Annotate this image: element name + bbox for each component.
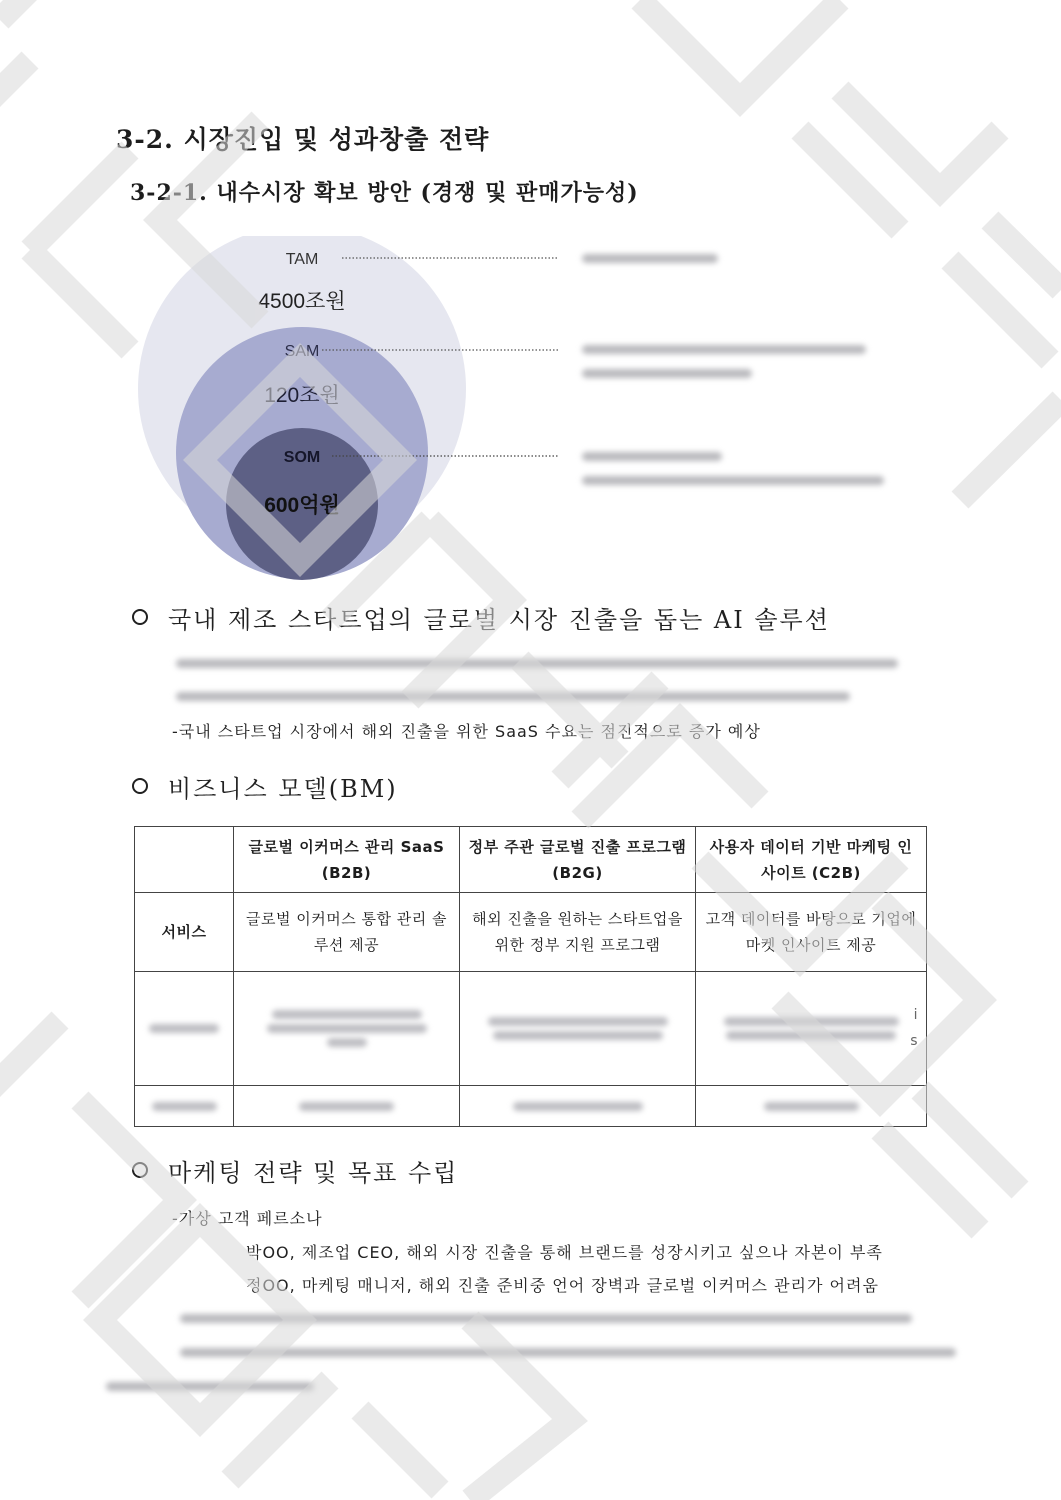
redacted-cell — [234, 972, 460, 1086]
tam-label: TAM — [285, 251, 319, 268]
redacted-cell — [135, 972, 234, 1086]
section-heading-ai-solution: 국내 제조 스타트업의 글로벌 시장 진출을 돕는 AI 솔루션 — [132, 600, 830, 635]
row-label-service: 서비스 — [135, 893, 234, 972]
redacted-cell — [696, 1086, 927, 1127]
redacted-paragraph-line — [176, 659, 898, 668]
table-header-c2b: 사용자 데이터 기반 마케팅 인사이트 (C2B) — [696, 827, 927, 893]
partial-char: s — [910, 1033, 918, 1049]
circle-bullet-icon — [132, 609, 148, 625]
redacted-sam-note — [582, 369, 752, 378]
redacted-paragraph-line — [106, 1382, 314, 1391]
business-model-table — [134, 826, 927, 1127]
persona-label: -가상 고객 페르소나 — [172, 1209, 323, 1228]
redacted-paragraph-line — [180, 1348, 956, 1357]
som-value: 600억원 — [264, 494, 340, 517]
partial-char: i — [913, 1007, 918, 1023]
persona-1-text: 박OO, 제조업 CEO, 해외 시장 진출을 통해 브랜드를 성장시키고 싶으나 자본이 부족 — [246, 1243, 883, 1262]
circle-bullet-icon — [132, 778, 148, 794]
persona-2-text: 정OO, 마케팅 매니저, 해외 진출 준비중 언어 장벽과 글로벌 이커머스 관리가 어려움 — [246, 1276, 879, 1295]
table-header-b2g: 정부 주관 글로벌 진출 프로그램 (B2G) — [460, 827, 696, 893]
tam-value: 4500조원 — [258, 290, 346, 313]
section-heading-marketing: 마케팅 전략 및 목표 수립 — [132, 1153, 458, 1188]
table-corner-cell — [135, 827, 234, 893]
table-header-b2b: 글로벌 이커머스 관리 SaaS (B2B) — [234, 827, 460, 893]
table-header-row — [135, 827, 927, 893]
subsection-title: 3-2-1. 내수시장 확보 방안 (경쟁 및 판매가능성) — [130, 180, 639, 206]
table-row-redacted — [135, 972, 927, 1086]
service-cell-c2b: 고객 데이터를 바탕으로 기업에 마켓 인사이트 제공 — [696, 893, 927, 972]
section-title: 3-2. 시장진입 및 성과창출 전략 — [116, 125, 490, 154]
redacted-cell — [135, 1086, 234, 1127]
redacted-som-note — [582, 476, 884, 485]
service-cell-b2g: 해외 진출을 원하는 스타트업을 위한 정부 지원 프로그램 — [460, 893, 696, 972]
redacted-cell — [460, 972, 696, 1086]
redacted-cell — [460, 1086, 696, 1127]
som-label: SOM — [283, 449, 321, 466]
redacted-sam-note — [582, 345, 866, 354]
saas-demand-text: -국내 스타트업 시장에서 해외 진출을 위한 SaaS 수요는 점진적으로 증가 예상 — [172, 722, 761, 741]
table-row-service — [135, 893, 927, 972]
market-size-diagram — [130, 236, 910, 586]
section-heading-business-model: 비즈니스 모델(BM) — [132, 769, 398, 804]
redacted-tam-note — [582, 254, 718, 263]
table-row-redacted — [135, 1086, 927, 1127]
redacted-cell — [696, 972, 927, 1086]
sam-label: SAM — [284, 343, 320, 360]
redacted-cell — [234, 1086, 460, 1127]
sam-value: 120조원 — [264, 384, 340, 407]
redacted-som-note — [582, 452, 722, 461]
redacted-paragraph-line — [176, 692, 850, 701]
redacted-paragraph-line — [180, 1314, 912, 1323]
circle-bullet-icon — [132, 1162, 148, 1178]
service-cell-b2b: 글로벌 이커머스 통합 관리 솔루션 제공 — [234, 893, 460, 972]
